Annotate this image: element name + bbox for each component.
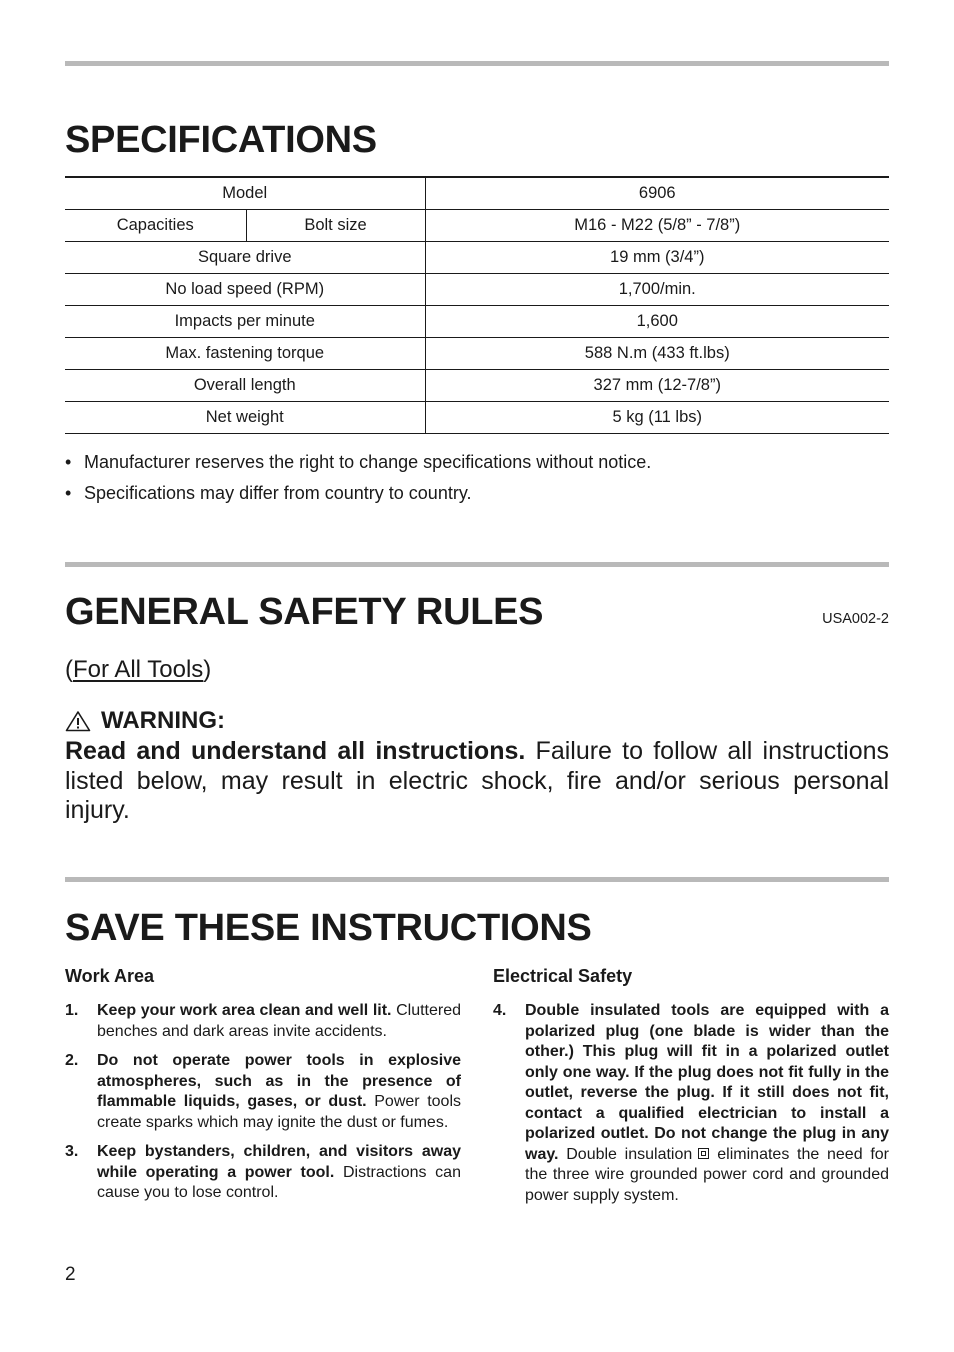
spec-label: Capacities bbox=[65, 210, 246, 242]
work-area-column bbox=[65, 965, 461, 1213]
spec-label: Overall length bbox=[65, 370, 425, 402]
item-number: 3. bbox=[65, 1143, 79, 1160]
item-text bbox=[97, 1142, 461, 1204]
item-body-continued: eliminates the need for the three wire grounded power cord and grounded power supply system. bbox=[525, 1145, 890, 1204]
item-body: Power tools create sparks which may ignite the dust or fumes. bbox=[97, 1093, 462, 1131]
double-insulation-icon bbox=[698, 1148, 709, 1159]
spec-value: 1,700/min. bbox=[425, 274, 889, 306]
item-number: 4. bbox=[493, 1002, 507, 1019]
item-bold: Do not operate power tools in explosive atmospheres, such as in the presence of flammable liquids, gases, or dust. bbox=[97, 1052, 461, 1110]
spec-value: 1,600 bbox=[425, 306, 889, 338]
spec-label: Max. fastening torque bbox=[65, 338, 425, 370]
spec-value: 19 mm (3/4”) bbox=[425, 242, 889, 274]
table-row bbox=[65, 370, 889, 402]
page-number: 2 bbox=[65, 1264, 76, 1285]
item-number: 1. bbox=[65, 1002, 79, 1019]
bullet: • bbox=[65, 483, 72, 503]
table-row bbox=[65, 338, 889, 370]
specifications-title: SPECIFICATIONS bbox=[65, 119, 377, 161]
paren-close: ) bbox=[203, 656, 212, 683]
table-row bbox=[65, 402, 889, 434]
table-row bbox=[65, 274, 889, 306]
list-item bbox=[65, 1051, 461, 1133]
spec-label: Net weight bbox=[65, 402, 425, 434]
spec-value: 588 N.m (433 ft.lbs) bbox=[425, 338, 889, 370]
section-divider bbox=[65, 562, 889, 567]
spec-value: 327 mm (12-7/8”) bbox=[425, 370, 889, 402]
spec-label: Impacts per minute bbox=[65, 306, 425, 338]
section-divider bbox=[65, 877, 889, 882]
subtitle-text: For All Tools bbox=[73, 656, 204, 683]
warning-triangle-icon bbox=[65, 710, 91, 732]
electrical-safety-column bbox=[493, 965, 889, 1215]
spec-value: M16 - M22 (5/8” - 7/8”) bbox=[425, 210, 889, 242]
subtitle bbox=[65, 656, 211, 684]
spec-label: Square drive bbox=[65, 242, 425, 274]
spec-value: 5 kg (11 lbs) bbox=[425, 402, 889, 434]
note-text: Manufacturer reserves the right to change specifications without notice. bbox=[84, 452, 652, 472]
item-body: Double insulation bbox=[566, 1145, 693, 1163]
document-code: USA002-2 bbox=[822, 611, 889, 627]
list-item bbox=[493, 1001, 889, 1206]
warning-body: Failure to follow all instructions listed below, may result in electric shock, fire and/or serious personal injury. bbox=[65, 737, 889, 824]
warning-heading bbox=[65, 707, 225, 735]
spec-label: No load speed (RPM) bbox=[65, 274, 425, 306]
specification-notes bbox=[65, 450, 889, 512]
save-instructions-title: SAVE THESE INSTRUCTIONS bbox=[65, 907, 592, 949]
warning-bold: Read and understand all instructions. bbox=[65, 737, 526, 765]
list-item bbox=[65, 450, 889, 481]
paren-open: ( bbox=[65, 656, 73, 683]
item-text bbox=[97, 1051, 461, 1133]
table-row bbox=[65, 306, 889, 338]
bullet: • bbox=[65, 452, 72, 472]
item-bold: Keep bystanders, children, and visitors away while operating a power tool. bbox=[97, 1143, 461, 1181]
general-safety-title: GENERAL SAFETY RULES bbox=[65, 591, 544, 633]
warning-text bbox=[65, 737, 889, 826]
warning-label: WARNING: bbox=[101, 707, 225, 734]
table-row bbox=[65, 210, 889, 242]
spec-sublabel: Bolt size bbox=[246, 210, 425, 242]
spec-label: Model bbox=[65, 177, 425, 210]
item-text bbox=[525, 1001, 889, 1206]
specifications-table bbox=[65, 176, 889, 434]
item-text bbox=[97, 1001, 461, 1042]
table-row bbox=[65, 242, 889, 274]
list-item bbox=[65, 1001, 461, 1042]
item-body: Cluttered benches and dark areas invite accidents. bbox=[97, 1002, 461, 1040]
list-item bbox=[65, 481, 889, 512]
item-number: 2. bbox=[65, 1052, 79, 1069]
table-row bbox=[65, 177, 889, 210]
note-text: Specifications may differ from country to country. bbox=[84, 483, 472, 503]
item-bold: Keep your work area clean and well lit. bbox=[97, 1002, 392, 1019]
item-body: Distractions can cause you to lose control. bbox=[97, 1163, 461, 1201]
item-bold: Double insulated tools are equipped with a polarized plug (one blade is wider than the other.) This plug will fit in a polarized outlet only one way. If the plug does not fit fully in the outlet, reverse the plug. If it still does not fit, contact a qualified electrician to install a polarized outlet. Do not change the plug in any way. bbox=[525, 1002, 889, 1163]
spec-value: 6906 bbox=[425, 177, 889, 210]
electrical-safety-heading: Electrical Safety bbox=[493, 966, 633, 986]
list-item bbox=[65, 1142, 461, 1204]
work-area-heading: Work Area bbox=[65, 966, 155, 986]
section-divider bbox=[65, 61, 889, 66]
